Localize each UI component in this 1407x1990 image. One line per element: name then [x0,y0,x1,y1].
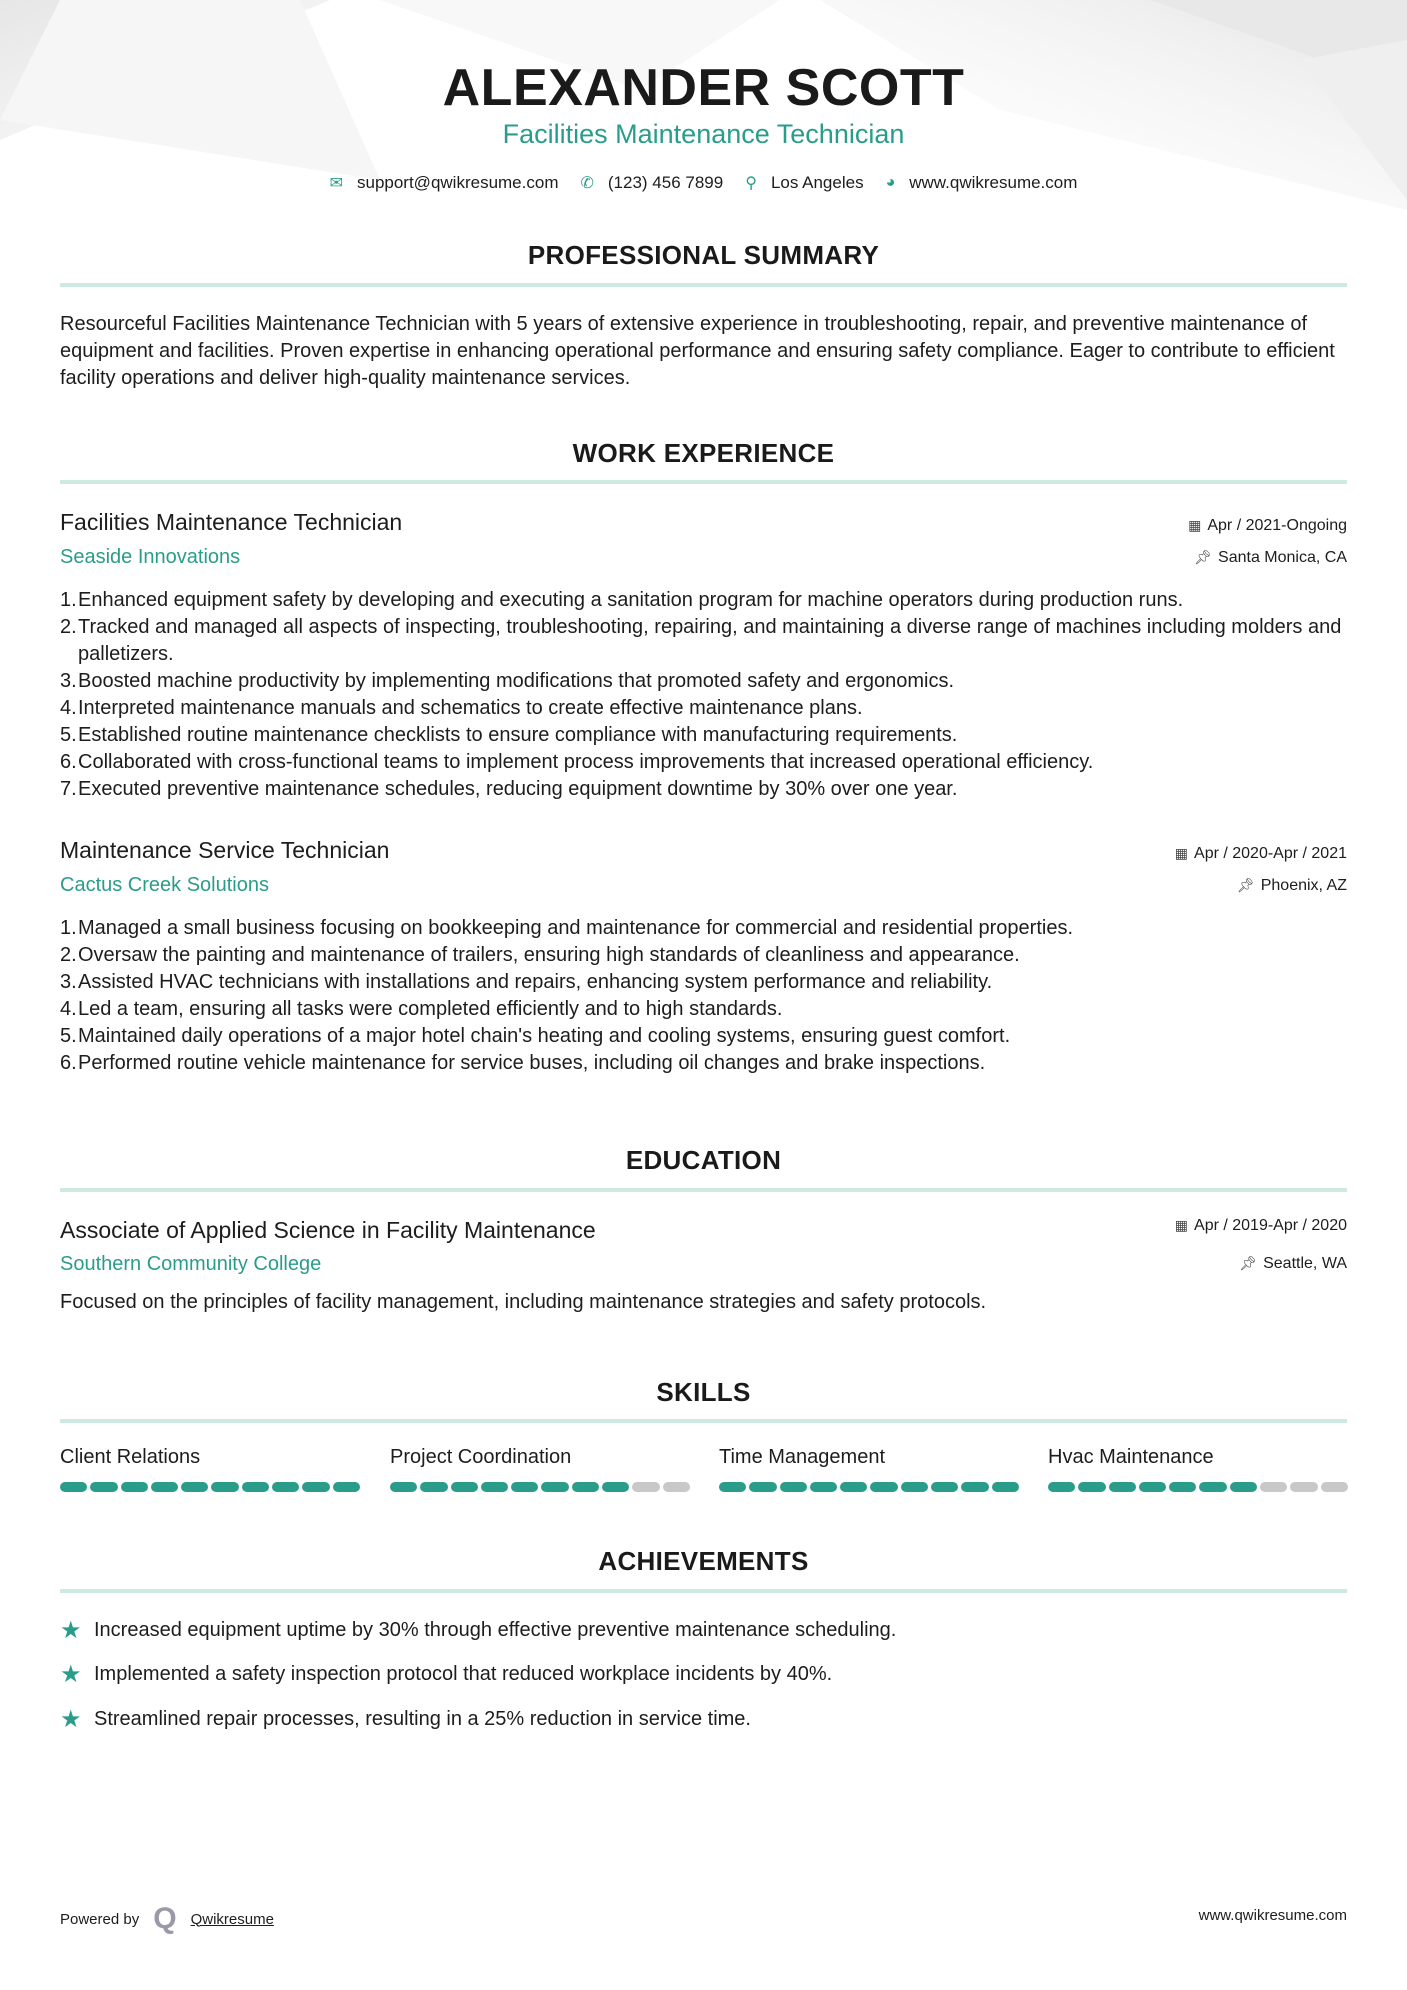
job-dates-text: Apr / 2020-Apr / 2021 [1194,845,1347,862]
bullet-number: 2. [60,944,77,966]
calendar-icon: ▦ [1174,1217,1189,1233]
powered-by-label: Powered by [60,1910,140,1928]
bullet-number: 6. [60,751,77,773]
skill-segment [931,1482,958,1492]
bullet-text: Interpreted maintenance manuals and schematics to create effective maintenance plans. [78,697,863,719]
skill-item [390,1446,690,1492]
skill-segment [1139,1482,1166,1492]
skill-segment [541,1482,568,1492]
bullet-text: Maintained daily operations of a major hotel chain's heating and cooling systems, ensuring guest comfort. [78,1025,1011,1047]
skill-item [719,1446,1019,1492]
skill-segment [302,1482,329,1492]
skill-segment [333,1482,360,1492]
skill-segment [60,1482,87,1492]
education-location-text: Seattle, WA [1263,1255,1347,1272]
summary-text: Resourceful Facilities Maintenance Technician with 5 years of extensive experience in troubleshooting, repair, and preventive maintenance of equipment and facilities. Proven expertise in enhancing operational performance and ensuring safety compliance. Eager to contribute to efficient facility operations and deliver high-quality maintenance services. [60,313,1335,389]
achievement-item [60,1705,751,1734]
bullet-number: 4. [60,998,77,1020]
skill-segment [719,1482,746,1492]
bullet-item [60,722,1350,749]
job-dates-text: Apr / 2021-Ongoing [1207,517,1347,534]
qwikresume-logo-icon: Q [153,1902,177,1935]
candidate-name: ALEXANDER SCOTT [442,59,965,117]
candidate-role: Facilities Maintenance Technician [502,119,905,149]
skill-segment [1290,1482,1317,1492]
bullet-text: Executed preventive maintenance schedules, reducing equipment downtime by 30% over one year. [78,778,958,800]
bullet-item [60,614,1350,668]
skill-name: Client Relations [60,1446,201,1468]
bullet-text: Performed routine vehicle maintenance for service buses, including oil changes and brake inspections. [78,1052,986,1074]
skill-segment [420,1482,447,1492]
section-divider [60,1188,1347,1192]
skill-segment [181,1482,208,1492]
bullet-text: Established routine maintenance checklists to ensure compliance with manufacturing requirements. [78,724,958,746]
summary-heading: PROFESSIONAL SUMMARY [527,240,880,270]
bullet-item [60,695,1350,722]
skill-rating-bar [719,1482,1019,1492]
skill-segment [242,1482,269,1492]
footer-website[interactable]: www.qwikresume.com [1198,1907,1347,1924]
bullet-text: Boosted machine productivity by implementing modifications that promoted safety and ergonomics. [78,670,955,692]
star-icon: ★ [60,1617,82,1644]
skills-heading: SKILLS [656,1377,751,1407]
star-icon: ★ [60,1706,82,1733]
contact-bar [0,173,1407,193]
skill-segment [1109,1482,1136,1492]
bullet-text: Assisted HVAC technicians with installations and repairs, enhancing system performance and reliability. [78,971,993,993]
bullet-number: 2. [60,616,77,638]
pin-icon: 📌︎ [1236,877,1255,893]
bullet-number: 7. [60,778,77,800]
bullet-item [60,776,1350,803]
section-divider [60,1589,1347,1593]
skill-segment [840,1482,867,1492]
skill-segment [1321,1482,1348,1492]
job-dates [1175,845,1347,863]
skill-segment [211,1482,238,1492]
skill-segment [451,1482,478,1492]
job-title: Facilities Maintenance Technician [60,509,403,535]
achievement-text: Streamlined repair processes, resulting in a 25% reduction in service time. [94,1708,751,1730]
skill-segment [1078,1482,1105,1492]
email-icon: ✉ [329,175,343,192]
section-divider [60,1419,1347,1423]
job-location-text: Phoenix, AZ [1260,877,1347,894]
star-icon: ★ [60,1661,82,1688]
contact-phone[interactable]: (123) 456 7899 [607,173,724,192]
skill-segment [602,1482,629,1492]
bullet-number: 6. [60,1052,77,1074]
skill-segment [1199,1482,1226,1492]
skill-segment [90,1482,117,1492]
location-pin-icon: ⚲ [745,175,757,192]
education-location [1239,1255,1347,1273]
education-heading: EDUCATION [625,1145,782,1175]
job-company: Seaside Innovations [60,546,241,568]
bullet-number: 5. [60,1025,77,1047]
bullet-text: Enhanced equipment safety by developing and executing a sanitation program for machine operators during production runs. [78,589,1184,611]
skill-segment [481,1482,508,1492]
skill-rating-bar [60,1482,360,1492]
education-dates-text: Apr / 2019-Apr / 2020 [1194,1217,1347,1234]
phone-icon: ✆ [580,175,594,192]
skill-segment [151,1482,178,1492]
skill-segment [1230,1482,1257,1492]
calendar-icon: ▦ [1174,845,1189,861]
skill-segment [901,1482,928,1492]
globe-icon: ◕ [885,174,896,191]
skill-segment [272,1482,299,1492]
skill-segment [870,1482,897,1492]
skill-segment [663,1482,690,1492]
bullet-number: 1. [60,917,77,939]
footer-powered-by [60,1904,274,1934]
skill-segment [511,1482,538,1492]
skill-rating-bar [390,1482,690,1492]
education-dates [1175,1217,1347,1235]
bullet-item [60,587,1350,614]
bullet-number: 3. [60,971,77,993]
skill-segment [810,1482,837,1492]
achievements-heading: ACHIEVEMENTS [598,1546,809,1576]
skill-segment [780,1482,807,1492]
job-bullets [60,915,1350,1077]
bullet-item [60,668,1350,695]
skill-segment [390,1482,417,1492]
skill-segment [1260,1482,1287,1492]
bullet-number: 5. [60,724,77,746]
skill-segment [992,1482,1019,1492]
school-name: Southern Community College [60,1253,322,1275]
skill-segment [1048,1482,1075,1492]
achievement-text: Implemented a safety inspection protocol that reduced workplace incidents by 40%. [94,1663,833,1685]
bullet-text: Collaborated with cross-functional teams to implement process improvements that increased operational efficiency. [78,751,1094,773]
skill-segment [749,1482,776,1492]
qwikresume-link[interactable]: Qwikresume [190,1910,274,1928]
bullet-text: Led a team, ensuring all tasks were completed efficiently and to high standards. [78,998,783,1020]
bullet-item [60,942,1350,969]
calendar-icon: ▦ [1188,517,1202,533]
skill-segment [1169,1482,1196,1492]
pin-icon: 📌︎ [1239,1255,1258,1271]
bullet-item [60,1050,1350,1077]
bullet-number: 4. [60,697,77,719]
skill-segment [961,1482,988,1492]
skill-segment [121,1482,148,1492]
bullet-item [60,996,1350,1023]
section-divider [60,480,1347,484]
job-title: Maintenance Service Technician [60,837,390,863]
bullet-number: 1. [60,589,77,611]
contact-website[interactable]: www.qwikresume.com [909,173,1078,192]
job-dates [1188,517,1347,535]
bullet-text: Tracked and managed all aspects of inspecting, troubleshooting, repairing, and maintaining a diverse range of machines including molders and palletizers. [78,616,1342,665]
achievement-item [60,1616,896,1645]
skill-item [1048,1446,1348,1492]
skill-name: Hvac Maintenance [1048,1446,1214,1468]
job-location-text: Santa Monica, CA [1218,549,1347,566]
skill-item [60,1446,360,1492]
bullet-item [60,749,1350,776]
job-company: Cactus Creek Solutions [60,874,269,896]
section-divider [60,283,1347,287]
skill-rating-bar [1048,1482,1348,1492]
skill-name: Time Management [719,1446,885,1468]
contact-email[interactable]: support@qwikresume.com [356,173,559,192]
degree-title: Associate of Applied Science in Facility Maintenance [60,1217,596,1243]
job-bullets [60,587,1350,803]
bullet-number: 3. [60,670,77,692]
job-location [1194,549,1347,567]
achievement-text: Increased equipment uptime by 30% through effective preventive maintenance scheduling. [94,1619,897,1641]
skill-segment [572,1482,599,1492]
achievement-item [60,1660,832,1689]
bullet-item [60,1023,1350,1050]
bullet-item [60,969,1350,996]
education-description: Focused on the principles of facility management, including maintenance strategies and safety protocols. [60,1291,987,1313]
skill-name: Project Coordination [390,1446,572,1468]
job-location [1237,877,1347,895]
bullet-text: Managed a small business focusing on bookkeeping and maintenance for commercial and residential properties. [78,917,1074,939]
contact-location: Los Angeles [770,173,864,192]
skill-segment [632,1482,659,1492]
experience-heading: WORK EXPERIENCE [572,438,835,468]
bullet-item [60,915,1350,942]
pin-icon: 📌︎ [1194,549,1213,565]
bullet-text: Oversaw the painting and maintenance of trailers, ensuring high standards of cleanliness and appearance. [78,944,1020,966]
